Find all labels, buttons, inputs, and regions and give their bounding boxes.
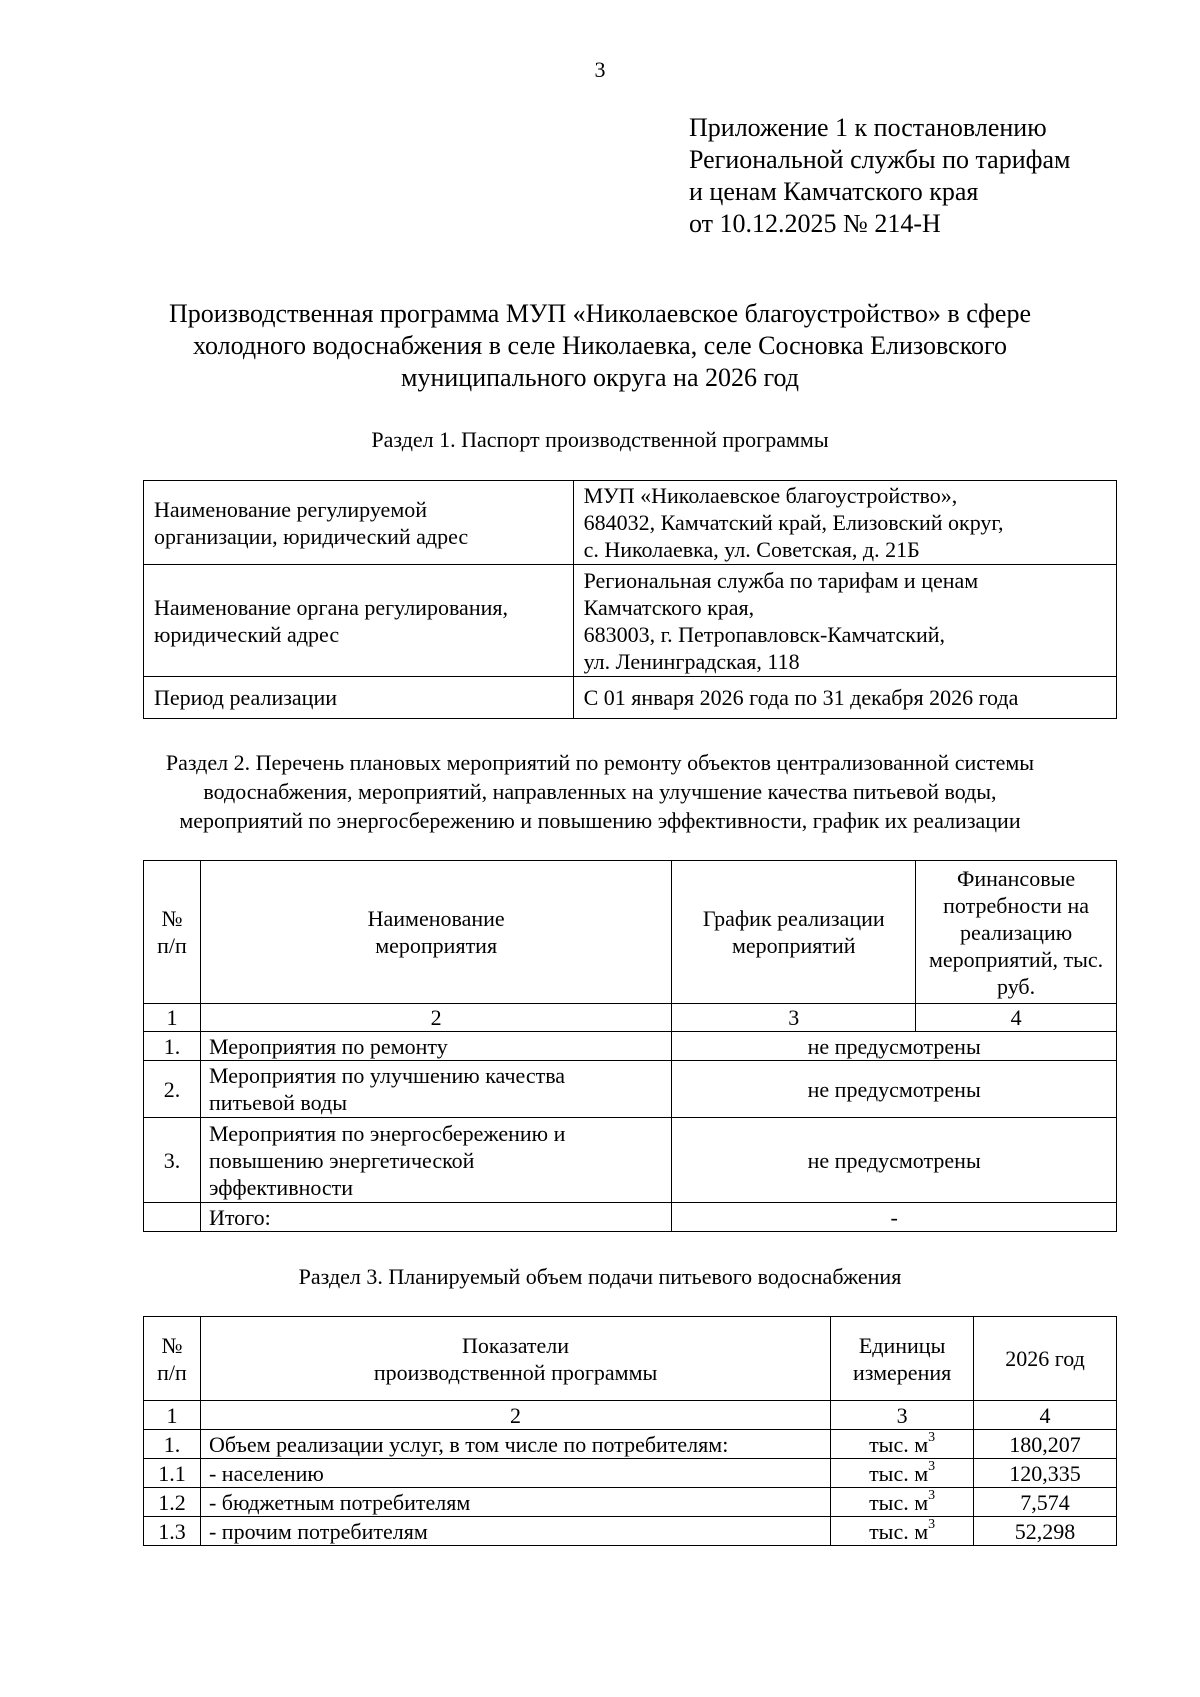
passport-label [144, 481, 574, 565]
cell-line: Камчатского края, [583, 594, 755, 620]
appendix-line: Приложение 1 к постановлению [689, 113, 1047, 142]
title-line: Производственная программа МУП «Николаевское благоустройство» в сфере [169, 299, 1031, 328]
table-row [144, 481, 1117, 565]
cell-line: Показатели [462, 1332, 570, 1358]
value-cell: 52,298 [974, 1517, 1117, 1546]
cell-line: п/п [157, 933, 187, 958]
column-number: 2 [200, 1004, 671, 1032]
table-header-row [144, 1317, 1117, 1401]
cell-line: Мероприятия по ремонту [208, 1033, 448, 1059]
page-number: 3 [594, 57, 606, 82]
cell-line: мероприятий, тыс. [928, 946, 1104, 972]
measure-value: не предусмотрены [672, 1032, 1117, 1061]
cell-line: Мероприятия по улучшению качества [208, 1063, 566, 1088]
column-number: 4 [916, 1004, 1117, 1032]
row-number: 1. [144, 1032, 201, 1061]
passport-value [573, 677, 1116, 719]
value-cell: 120,335 [974, 1459, 1117, 1488]
indicator-name: - населению [200, 1459, 830, 1488]
title-line: муниципального округа на 2026 год [401, 363, 799, 392]
table-row [144, 1459, 1117, 1488]
row-number: 1. [144, 1430, 201, 1459]
cell-line: № [161, 906, 183, 931]
unit-text: тыс. м [869, 1518, 929, 1544]
column-number-row [144, 1004, 1117, 1032]
column-number: 4 [974, 1401, 1117, 1430]
unit-text: тыс. м [869, 1489, 929, 1515]
appendix-line: от 10.12.2025 № 214-Н [689, 209, 941, 238]
cell-line: эффективности [208, 1174, 354, 1200]
column-number: 3 [831, 1401, 974, 1430]
title-line: мероприятий по энергосбережению и повышению эффективности, график их реализации [179, 808, 1021, 833]
passport-label [144, 565, 574, 677]
cell-line: организации, юридический адрес [154, 523, 469, 549]
row-number: 1.1 [144, 1459, 201, 1488]
row-number: 3. [144, 1118, 201, 1203]
cell-line: п/п [157, 1359, 187, 1385]
column-number: 1 [144, 1004, 201, 1032]
appendix-note [689, 112, 1070, 240]
value-cell: 7,574 [974, 1488, 1117, 1517]
cell-line: ул. Ленинградская, 118 [583, 648, 800, 674]
column-header-num [144, 1317, 201, 1401]
document-title [100, 298, 1100, 394]
column-number-row [144, 1401, 1117, 1430]
unit-superscript: 3 [928, 1517, 936, 1533]
table-row [144, 1488, 1117, 1517]
section3-title: Раздел 3. Планируемый объем подачи питьевого водоснабжения [298, 1264, 902, 1289]
column-header-schedule [672, 861, 916, 1004]
measure-name [200, 1061, 671, 1118]
cell-line: 683003, г. Петропавловск-Камчатский, [583, 621, 946, 647]
row-number: 1.3 [144, 1517, 201, 1546]
cell-line: руб. [997, 973, 1036, 999]
cell-line: Региональная служба по тарифам и ценам [583, 567, 979, 593]
unit-text: тыс. м [869, 1460, 929, 1486]
cell-line: График реализации [702, 906, 885, 931]
total-value: - [672, 1203, 1117, 1232]
section2-title [100, 748, 1100, 835]
cell-line: Наименование [367, 906, 505, 931]
cell-line: повышению энергетической [208, 1147, 475, 1173]
cell-line: 684032, Камчатский край, Елизовский округ, [583, 510, 1004, 535]
unit-superscript: 3 [928, 1488, 936, 1504]
table-row [144, 1118, 1117, 1203]
appendix-line: и ценам Камчатского края [689, 177, 979, 206]
column-number: 3 [672, 1004, 916, 1032]
table-row [144, 677, 1117, 719]
cell-line: Наименование регулируемой [154, 496, 428, 522]
cell-line: измерения [852, 1359, 952, 1385]
title-line: Раздел 2. Перечень плановых мероприятий по ремонту объектов централизованной системы [165, 750, 1035, 775]
measure-name [200, 1032, 671, 1061]
measures-table [143, 860, 1117, 1232]
cell-line: с. Николаевка, ул. Советская, д. 21Б [583, 537, 920, 562]
cell-line: Финансовые [956, 865, 1076, 891]
table-row [144, 565, 1117, 677]
unit-cell [831, 1517, 974, 1546]
cell-line: Мероприятия по энергосбережению и [208, 1120, 566, 1146]
column-number: 2 [200, 1401, 830, 1430]
table-row [144, 1061, 1117, 1118]
table-row [144, 1430, 1117, 1459]
measure-value: не предусмотрены [672, 1061, 1117, 1118]
unit-cell [831, 1430, 974, 1459]
unit-text: тыс. м [869, 1431, 929, 1457]
cell-line: Наименование органа регулирования, [154, 594, 508, 620]
column-header-indicator [200, 1317, 830, 1401]
table-row [144, 1517, 1117, 1546]
cell-line: С 01 января 2026 года по 31 декабря 2026 года [583, 685, 1019, 710]
passport-value [573, 481, 1116, 565]
passport-table [143, 480, 1117, 719]
cell-line: Период реализации [154, 685, 338, 710]
column-header-name [200, 861, 671, 1004]
cell-line: № [161, 1332, 183, 1358]
indicator-name: Объем реализации услуг, в том числе по потребителям: [200, 1430, 830, 1459]
row-number: 1.2 [144, 1488, 201, 1517]
cell-line: МУП «Николаевское благоустройство», [583, 483, 958, 508]
cell-line: мероприятий [731, 933, 856, 958]
indicator-name: - прочим потребителям [200, 1517, 830, 1546]
column-header-year: 2026 год [974, 1317, 1117, 1401]
passport-label [144, 677, 574, 719]
cell-line: Единицы [858, 1332, 946, 1358]
appendix-line: Региональной службы по тарифам [689, 145, 1071, 174]
row-number [144, 1203, 201, 1232]
supply-volume-table [143, 1316, 1117, 1546]
table-row [144, 1032, 1117, 1061]
cell-line: питьевой воды [208, 1090, 348, 1115]
passport-value [573, 565, 1116, 677]
total-label: Итого: [200, 1203, 671, 1232]
unit-superscript: 3 [928, 1459, 936, 1475]
measure-name [200, 1118, 671, 1203]
cell-line: юридический адрес [154, 621, 340, 647]
row-number: 2. [144, 1061, 201, 1118]
column-header-num [144, 861, 201, 1004]
title-line: водоснабжения, мероприятий, направленных на улучшение качества питьевой воды, [203, 779, 997, 804]
table-header-row [144, 861, 1117, 1004]
column-header-unit [831, 1317, 974, 1401]
unit-cell [831, 1488, 974, 1517]
title-line: холодного водоснабжения в селе Николаевка, селе Сосновка Елизовского [192, 331, 1008, 360]
unit-superscript: 3 [928, 1430, 936, 1446]
table-total-row [144, 1203, 1117, 1232]
indicator-name: - бюджетным потребителям [200, 1488, 830, 1517]
unit-cell [831, 1459, 974, 1488]
cell-line: реализацию [959, 919, 1073, 945]
measure-value: не предусмотрены [672, 1118, 1117, 1203]
column-number: 1 [144, 1401, 201, 1430]
column-header-finance [916, 861, 1117, 1004]
section1-title: Раздел 1. Паспорт производственной программы [371, 427, 829, 452]
value-cell: 180,207 [974, 1430, 1117, 1459]
cell-line: потребности на [943, 892, 1089, 918]
cell-line: производственной программы [373, 1359, 658, 1385]
cell-line: мероприятия [375, 933, 498, 958]
